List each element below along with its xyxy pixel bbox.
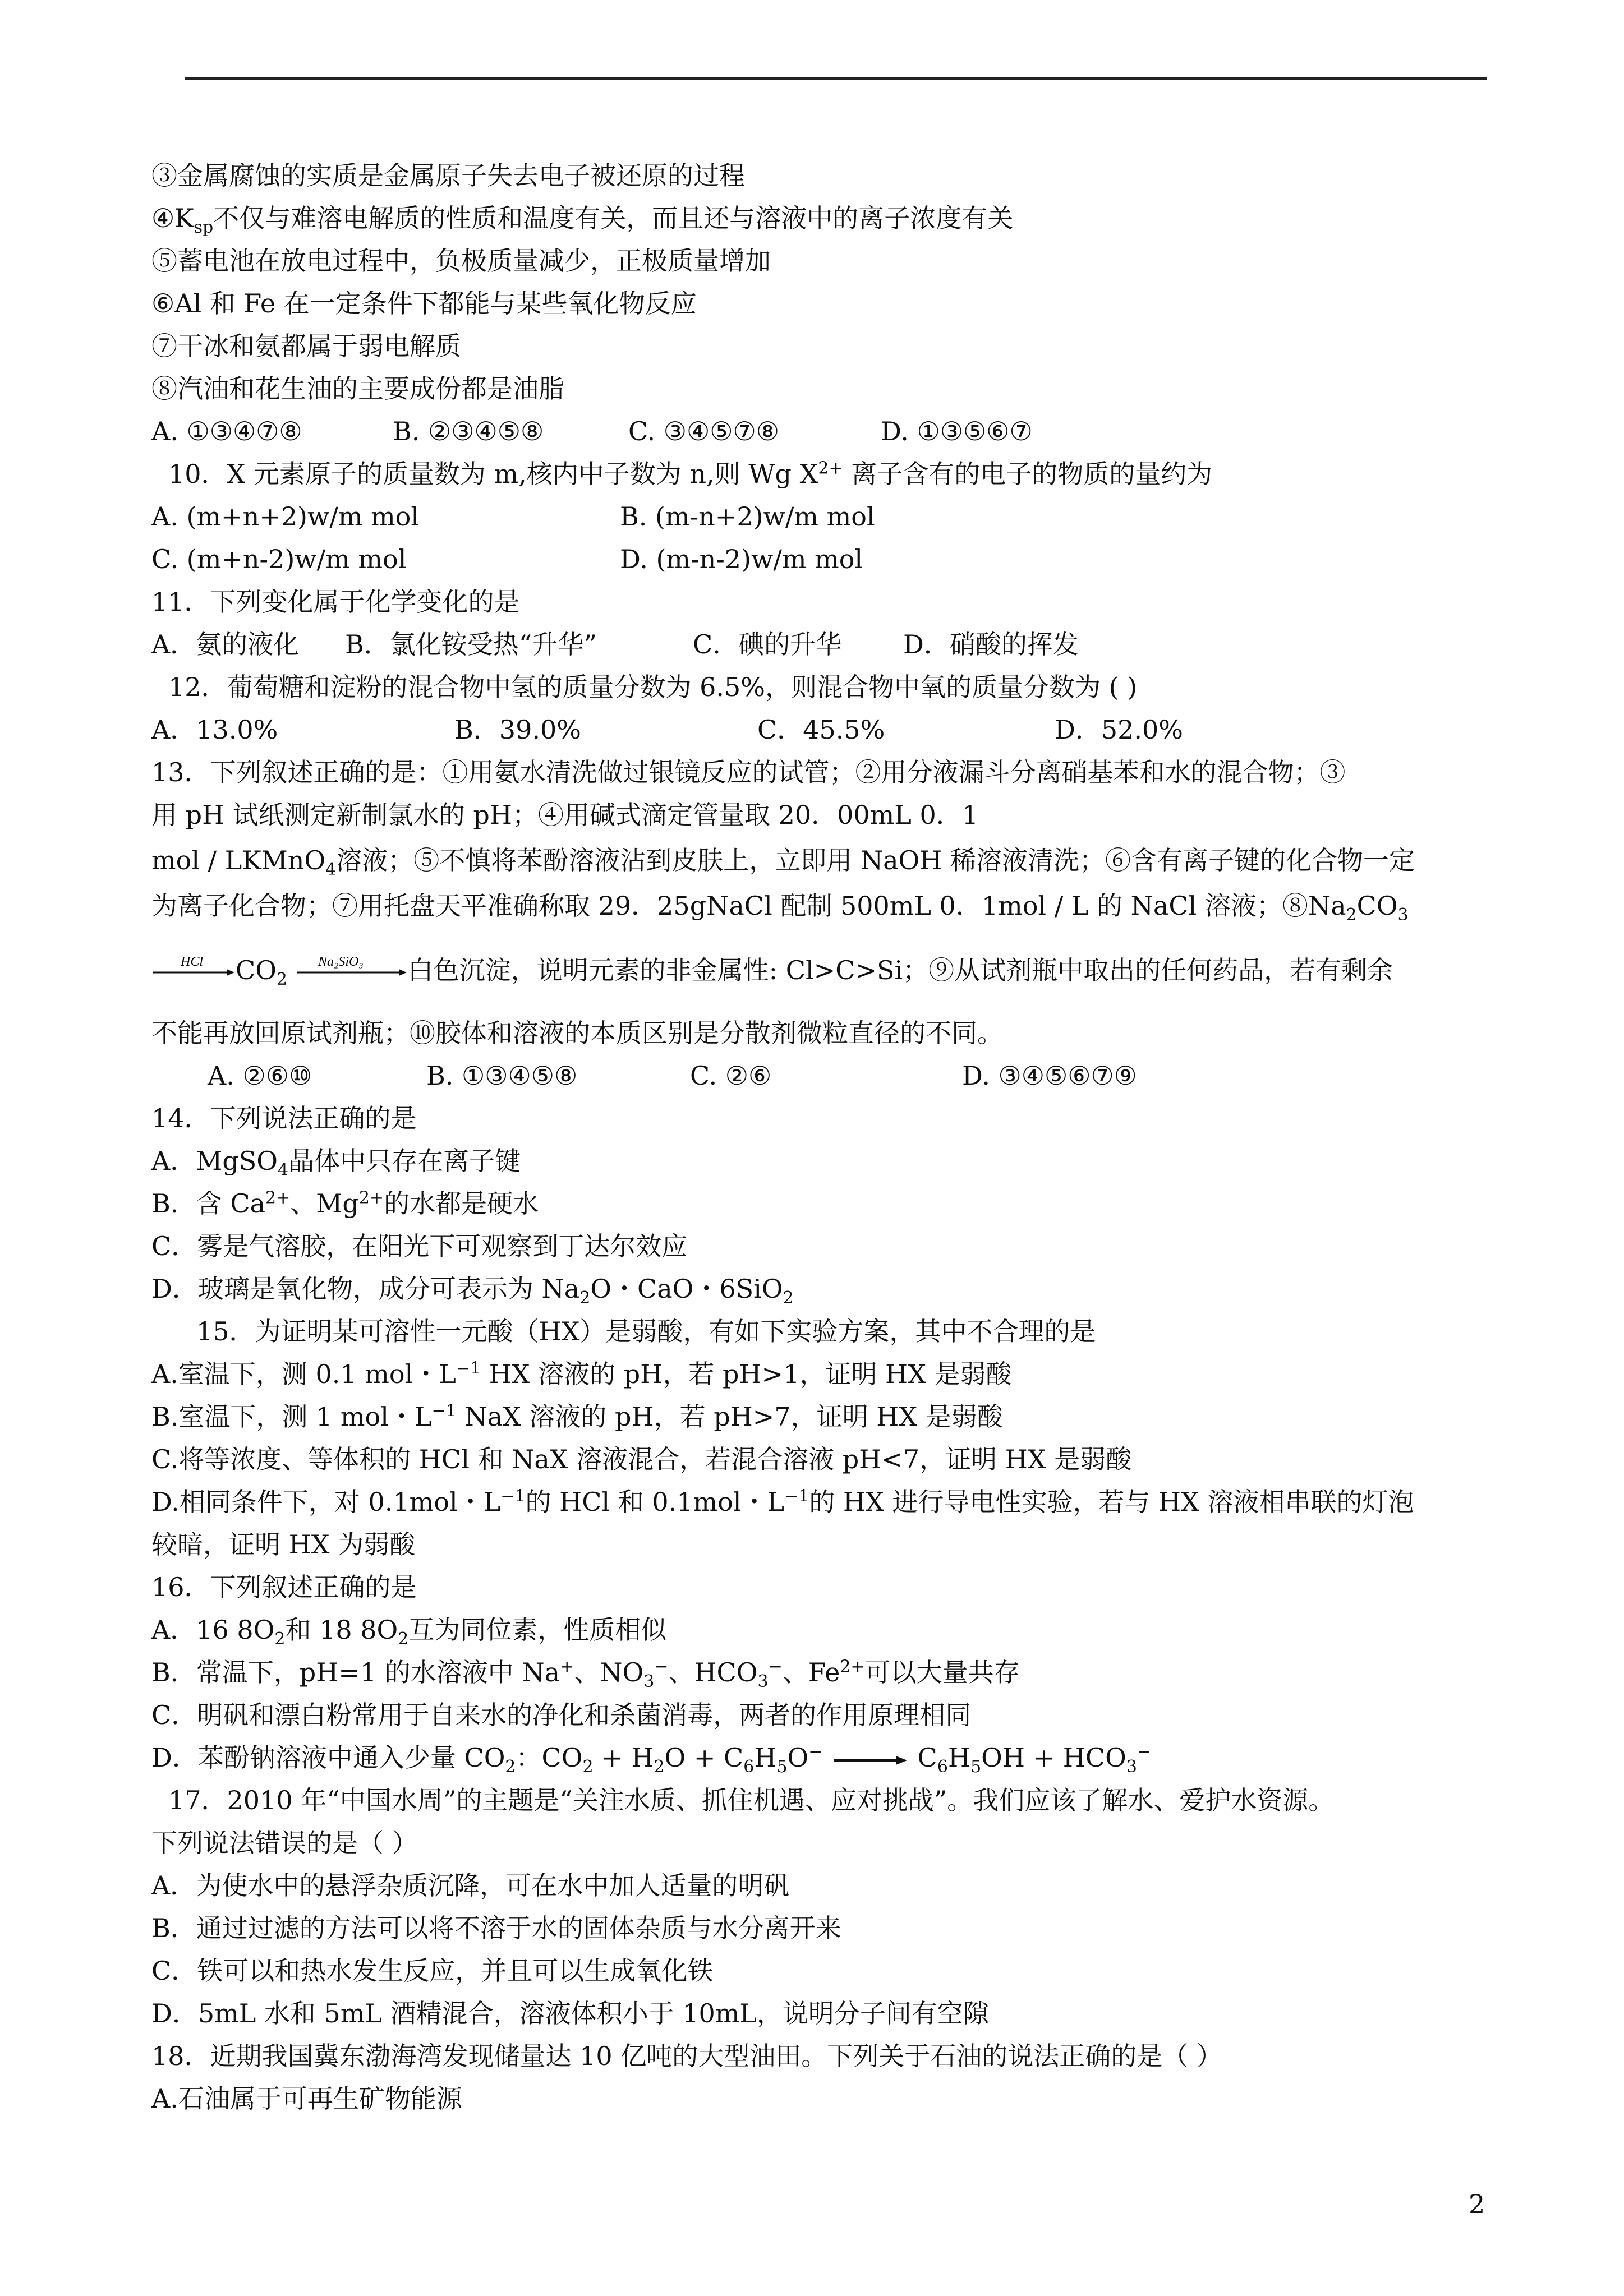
q17-stem: 17．2010 年“中国水周”的主题是“关注水质、抓住机遇、应对挑战”。我们应该了解水、爱护水资源。 bbox=[168, 1785, 1335, 1815]
q11-stem: 11．下列变化属于化学变化的是 bbox=[151, 587, 520, 617]
statement-7: ⑦干冰和氨都属于弱电解质 bbox=[151, 331, 461, 361]
q18-stem: 18．近期我国冀东渤海湾发现储量达 10 亿吨的大型油田。下列关于石油的说法正确的是（ ） bbox=[151, 2041, 1222, 2071]
option: B. ②③④⑤⑧ bbox=[393, 416, 544, 446]
q12-stem: 12．葡萄糖和淀粉的混合物中氢的质量分数为 6.5%，则混合物中氧的质量分数为 ( ) bbox=[168, 672, 1138, 702]
q13-line: HCl $CO_2$ Na₂SiO₃ 白色沉淀，说明元素的非金属性: Cl>C>Si；⑨从试剂瓶中取出的任何药品，若有剩余 bbox=[151, 953, 1393, 989]
q13-line: 为离子化合物；⑦用托盘天平准确称取 29．25gNaCl 配制 500mL 0．1mol / L 的 NaCl 溶液；$⑧Na_2CO_3$ bbox=[151, 891, 1409, 925]
svg-text:HCl: HCl bbox=[181, 957, 204, 969]
option: A. ①③④⑦⑧ bbox=[151, 416, 302, 446]
q14-stem: 14．下列说法正确的是 bbox=[151, 1103, 417, 1133]
statement-4: $④K_{sp}$不仅与难溶电解质的性质和温度有关，而且还与溶液中的离子浓度有关 bbox=[151, 203, 1014, 238]
q12-options bbox=[151, 713, 1183, 746]
q15-option-d-cont: 较暗，证明 HX 为弱酸 bbox=[151, 1529, 416, 1560]
q13-line: mol / LKMnO$_4$溶液；⑤不慎将苯酚溶液沾到皮肤上，立即用 NaOH 稀溶液清洗；⑥含有离子键的化合物一定 bbox=[151, 845, 1415, 880]
q14-option-b: B．含 $Ca^{2+}$、$Mg^{2+}$的水都是硬水 bbox=[151, 1188, 539, 1219]
q11-options bbox=[151, 628, 1079, 661]
q14-option-d: D．玻璃是氧化物，成分可表示为 $Na_2O$・CaO・6SiO$_2$ bbox=[151, 1274, 794, 1308]
q10-options-cd bbox=[151, 542, 863, 576]
header-rule bbox=[185, 77, 1487, 80]
q13-options bbox=[208, 1059, 1137, 1092]
svg-text:Na₂SiO₃: Na₂SiO₃ bbox=[318, 957, 364, 969]
option: D. ①③⑤⑥⑦ bbox=[881, 416, 1033, 446]
q18-option-a: A.石油属于可再生矿物能源 bbox=[151, 2083, 462, 2114]
q16-option-c: C．明矾和漂白粉常用于自来水的净化和杀菌消毒，两者的作用原理相同 bbox=[151, 1700, 972, 1730]
reaction-arrow-hcl bbox=[151, 956, 236, 989]
statement-3: ③金属腐蚀的实质是金属原子失去电子被还原的过程 bbox=[151, 160, 745, 191]
q15-stem: 15．为证明某可溶性一元酸（HX）是弱酸，有如下实验方案，其中不合理的是 bbox=[196, 1316, 1096, 1347]
q14-option-c: C．雾是气溶胶，在阳光下可观察到丁达尔效应 bbox=[151, 1231, 688, 1261]
q15-option-c: C.将等浓度、等体积的 HCl 和 NaX 溶液混合，若混合溶液 pH<7，证明 HX 是弱酸 bbox=[151, 1444, 1132, 1474]
q15-option-b: B.室温下，测 1 mol・$L^{-1}$ NaX 溶液的 pH，若 pH>7，证明 HX 是弱酸 bbox=[151, 1401, 1003, 1432]
option: A. ②⑥⑩ bbox=[208, 1061, 312, 1091]
reaction-arrow-na2sio3 bbox=[296, 956, 408, 989]
option: C. ③④⑤⑦⑧ bbox=[628, 416, 779, 446]
q10-options-ab bbox=[151, 500, 875, 533]
statement-6: ⑥Al 和 Fe 在一定条件下都能与某些氧化物反应 bbox=[151, 288, 697, 319]
q17-option-a: A．为使水中的悬浮杂质沉降，可在水中加人适量的明矾 bbox=[151, 1870, 790, 1901]
q15-option-a: A.室温下，测 0.1 mol・$L^{-1}$ HX 溶液的 pH，若 pH>1，证明 HX 是弱酸 bbox=[151, 1358, 1012, 1389]
option: C．45.5% bbox=[757, 714, 885, 745]
q9-options bbox=[151, 414, 1033, 448]
q16-option-a: A．16 $8O_2$和 18 $8O_2$互为同位素，性质相似 bbox=[151, 1615, 667, 1649]
option: B．39.0% bbox=[454, 714, 581, 745]
q14-option-a: A．MgSO$_4$晶体中只存在离子键 bbox=[151, 1146, 521, 1181]
q17-stem-cont: 下列说法错误的是（ ） bbox=[151, 1828, 418, 1858]
statement-5: ⑤蓄电池在放电过程中，负极质量减少，正极质量增加 bbox=[151, 246, 771, 276]
option: B. ①③④⑤⑧ bbox=[426, 1061, 578, 1091]
option: A．13.0% bbox=[151, 714, 278, 745]
q13-line: 用 pH 试纸测定新制氯水的 pH；④用碱式滴定管量取 20．00mL 0．1 bbox=[151, 800, 978, 830]
q10-stem: 10．X 元素原子的质量数为 m,核内中子数为 n,则 Wg $X^{2+}$ 离子含有的电子的物质的量约为 bbox=[168, 458, 1213, 489]
option: C．碘的升华 bbox=[693, 629, 842, 660]
option: D．52.0% bbox=[1055, 714, 1184, 745]
q16-option-b: B．常温下，pH=1 的水溶液中 Na+、$NO_3^-$、$HCO_3^-$、$Fe^{2+}$可以大量共存 bbox=[151, 1657, 1020, 1692]
reaction-arrow bbox=[831, 1743, 909, 1777]
option: A. (m+n+2)w/m mol bbox=[151, 501, 420, 532]
option: D. (m-n-2)w/m mol bbox=[620, 544, 863, 574]
statement-8: ⑧汽油和花生油的主要成份都是油脂 bbox=[151, 374, 564, 404]
q15-option-d: D.相同条件下，对 0.1mol・$L^{-1}$的 HCl 和 0.1mol・$L^{-1}$的 HX 进行导电性实验，若与 HX 溶液相串联的灯泡 bbox=[151, 1486, 1414, 1517]
option: C. ②⑥ bbox=[690, 1061, 772, 1091]
q17-option-d: D．5mL 水和 5mL 酒精混合，溶液体积小于 10mL，说明分子间有空隙 bbox=[151, 1998, 989, 2028]
option: B．氯化铵受热“升华” bbox=[345, 629, 597, 660]
option: C. (m+n-2)w/m mol bbox=[151, 544, 407, 574]
q16-stem: 16．下列叙述正确的是 bbox=[151, 1572, 417, 1602]
option: D. ③④⑤⑥⑦⑨ bbox=[962, 1061, 1137, 1091]
q13-line: 不能再放回原试剂瓶；⑩胶体和溶液的本质区别是分散剂微粒直径的不同。 bbox=[151, 1018, 1003, 1048]
q13-stem: 13．下列叙述正确的是：①用氨水清洗做过银镜反应的试管；②用分液漏斗分离硝基苯和水的混合物；③ bbox=[151, 757, 1346, 787]
option: D．硝酸的挥发 bbox=[903, 629, 1079, 660]
q17-option-b: B．通过过滤的方法可以将不溶于水的固体杂质与水分离开来 bbox=[151, 1913, 841, 1943]
option: B. (m-n+2)w/m mol bbox=[620, 501, 875, 532]
q16-option-d: D．苯酚钠溶液中通入少量 $CO_2$：$CO_2 + H_2O + C_6H_5O^-$ $C_6H_5OH + HCO_3^-$ bbox=[151, 1742, 1152, 1777]
page-number: 2 bbox=[1469, 2189, 1485, 2219]
q17-option-c: C．铁可以和热水发生反应，并且可以生成氧化铁 bbox=[151, 1956, 714, 1986]
option: A．氨的液化 bbox=[151, 629, 300, 660]
